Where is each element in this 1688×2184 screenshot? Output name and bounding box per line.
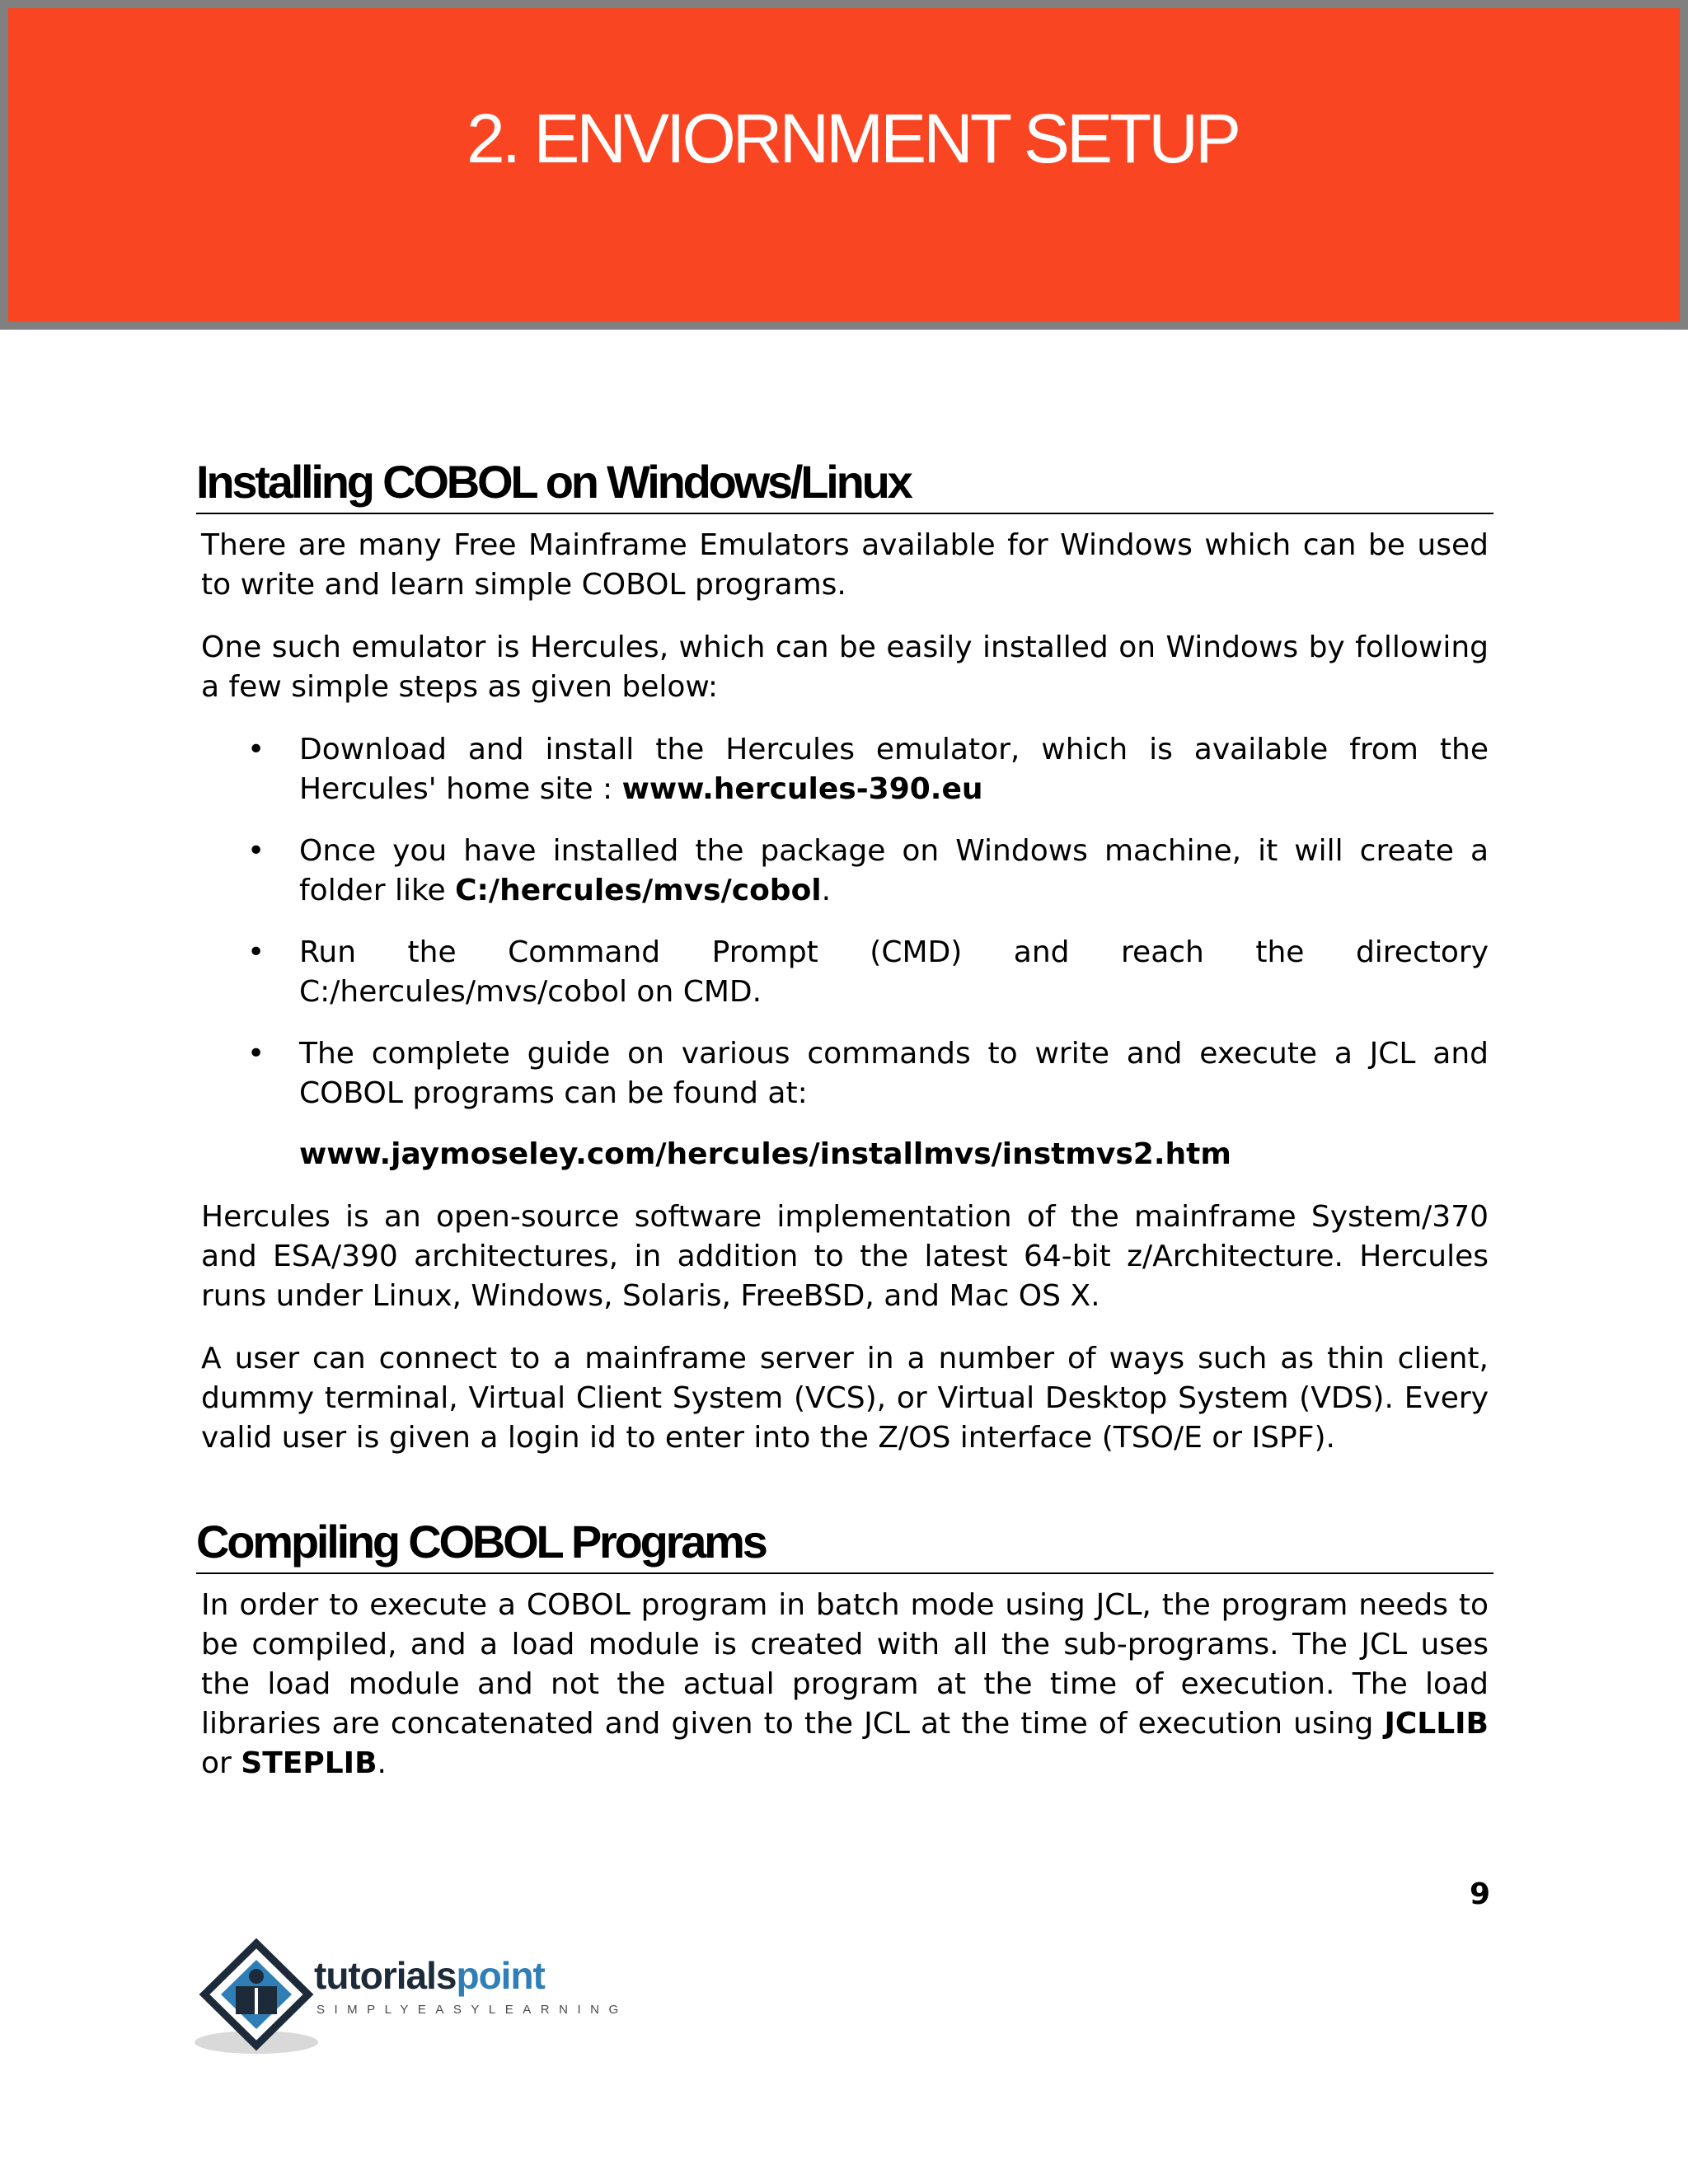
chapter-banner xyxy=(0,0,1688,330)
list-item xyxy=(196,1034,1493,1113)
bullet-icon: • xyxy=(247,834,265,868)
steplib-term: STEPLIB xyxy=(241,1746,377,1780)
logo-emblem-icon xyxy=(195,1937,318,2060)
paragraph: One such emulator is Hercules, which can be easily installed on Windows by following a few simple steps as given below: xyxy=(201,630,1489,704)
steps-list xyxy=(196,730,1493,1113)
folder-path: C:/hercules/mvs/cobol xyxy=(455,874,822,907)
paragraph: There are many Free Mainframe Emulators available for Windows which can be used to write and learn simple COBOL programs. xyxy=(201,528,1489,602)
bullet-icon: • xyxy=(247,935,265,969)
section-compiling xyxy=(196,1515,1493,1783)
list-item-suffix: . xyxy=(821,874,832,907)
paragraph: A user can connect to a mainframe server in a number of ways such as thin client, dummy terminal, Virtual Client System (VCS), or Virtual Desktop System (VDS). Every valid user is given a login id to enter into the Z/OS interface (TSO/E or ISPF). xyxy=(201,1342,1489,1455)
list-item xyxy=(196,730,1493,809)
logo-word-part2: point xyxy=(456,1954,545,1997)
tutorialspoint-logo xyxy=(195,1937,628,2060)
chapter-title: 2. ENVIORNMENT SETUP xyxy=(467,100,1238,177)
paragraph-joiner: or xyxy=(201,1746,241,1780)
list-item-text: Once you have installed the package on Windows machine, it will create a folder like xyxy=(299,834,1489,907)
guide-url-link[interactable]: www.jaymoseley.com/hercules/installmvs/instmvs2.htm xyxy=(299,1137,1231,1171)
paragraph xyxy=(196,1586,1493,1783)
list-item-text: Download and install the Hercules emulator, which is available from the Hercules' home site : xyxy=(299,733,1489,806)
logo-tagline: SIMPLYEASYLEARNING xyxy=(316,2003,628,2017)
bullet-icon: • xyxy=(247,1037,265,1071)
paragraph-text: In order to execute a COBOL program in batch mode using JCL, the program needs to be compiled, and a load module is created with all the sub-programs. The JCL uses the load module and not the actual program at the time of execution. The load libraries are concatenated and given to the JCL at the time of execution using xyxy=(201,1588,1489,1741)
section-heading-installing: Installing COBOL on Windows/Linux xyxy=(196,455,1493,514)
logo-word-part1: tutorials xyxy=(314,1954,457,1997)
list-item-text: The complete guide on various commands to write and execute a JCL and COBOL programs can be found at: xyxy=(299,1037,1489,1110)
list-item xyxy=(196,832,1493,911)
section-heading-compiling: Compiling COBOL Programs xyxy=(196,1515,1493,1574)
list-item xyxy=(196,933,1493,1012)
section-installing xyxy=(196,455,1493,1458)
page-number: 9 xyxy=(1469,1877,1490,1911)
logo-wordmark xyxy=(314,1953,545,1998)
hercules-site-link[interactable]: www.hercules-390.eu xyxy=(621,772,983,806)
list-item-text: Run the Command Prompt (CMD) and reach the directory C:/hercules/mvs/cobol on CMD. xyxy=(299,935,1489,1009)
paragraph-end: . xyxy=(377,1746,387,1780)
jcllib-term: JCLLIB xyxy=(1384,1707,1489,1741)
paragraph: Hercules is an open-source software implementation of the mainframe System/370 and ESA/390 architectures, in addition to the latest 64-bit z/Architecture. Hercules runs under Linux, Windows, Solaris, FreeBSD, and Mac OS X. xyxy=(201,1200,1489,1313)
bullet-icon: • xyxy=(247,733,265,766)
